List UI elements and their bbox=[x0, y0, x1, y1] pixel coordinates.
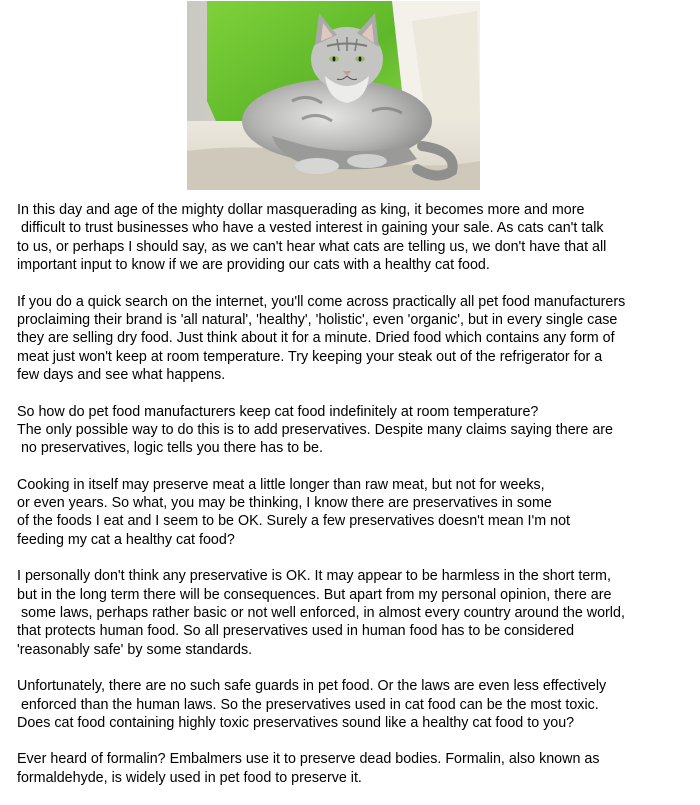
paragraph-line: Unfortunately, there are no such safe guards in pet food. Or the laws are even less effectively bbox=[17, 678, 607, 695]
paragraph-line: Ever heard of formalin? Embalmers use it to preserve dead bodies. Formalin, also known as bbox=[17, 751, 600, 768]
article-paragraph bbox=[17, 201, 700, 275]
article-paragraph bbox=[17, 293, 700, 385]
paragraph-line: feeding my cat a healthy cat food? bbox=[17, 531, 235, 548]
paragraph-line: proclaiming their brand is 'all natural', 'healthy', 'holistic', even 'organic', but in every single case bbox=[17, 311, 618, 328]
paragraph-line: The only possible way to do this is to add preservatives. Despite many claims saying there are bbox=[17, 421, 613, 438]
article-body bbox=[17, 201, 700, 805]
paragraph-line: 'reasonably safe' by some standards. bbox=[17, 641, 253, 658]
article-paragraph bbox=[17, 677, 700, 732]
paragraph-line: I personally don't think any preservative is OK. It may appear to be harmless in the short term, bbox=[17, 568, 611, 585]
article-paragraph bbox=[17, 567, 700, 659]
paragraph-line: to us, or perhaps I should say, as we can't hear what cats are telling us, we don't have that all bbox=[17, 238, 607, 255]
paragraph-line: that protects human food. So all preservatives used in human food has to be considered bbox=[17, 623, 575, 640]
paragraph-line: they are selling dry food. Just think about it for a minute. Dried food which contains any form of bbox=[17, 330, 615, 347]
paragraph-line: important input to know if we are providing our cats with a healthy cat food. bbox=[17, 257, 490, 274]
paragraph-line: Cooking in itself may preserve meat a little longer than raw meat, but not for weeks, bbox=[17, 476, 545, 493]
paragraph-line: formaldehyde, is widely used in pet food to preserve it. bbox=[17, 769, 362, 786]
paragraph-line: Does cat food containing highly toxic preservatives sound like a healthy cat food to you? bbox=[17, 714, 575, 731]
paragraph-line: some laws, perhaps rather basic or not well enforced, in almost every country around the world, bbox=[17, 605, 625, 622]
article-paragraph bbox=[17, 750, 700, 787]
paragraph-line: meat just won't keep at room temperature. Try keeping your steak out of the refrigerator for a bbox=[17, 348, 603, 365]
paragraph-line: In this day and age of the mighty dollar masquerading as king, it becomes more and more bbox=[17, 202, 585, 218]
paragraph-line: If you do a quick search on the internet, you'll come across practically all pet food manufacturers bbox=[17, 293, 626, 310]
article-paragraph bbox=[17, 403, 700, 458]
cat-photo bbox=[187, 1, 480, 190]
paragraph-line: or even years. So what, you may be thinking, I know there are preservatives in some bbox=[17, 495, 552, 512]
article-paragraph bbox=[17, 476, 700, 550]
paragraph-line: enforced than the human laws. So the preservatives used in cat food can be the most toxic. bbox=[17, 696, 599, 713]
paragraph-line: of the foods I eat and I seem to be OK. Surely a few preservatives doesn't mean I'm not bbox=[17, 513, 571, 530]
paragraph-line: few days and see what happens. bbox=[17, 367, 226, 384]
paragraph-line: but in the long term there will be consequences. But apart from my personal opinion, there are bbox=[17, 586, 612, 603]
cat-photo-icon bbox=[187, 1, 480, 190]
paragraph-line: So how do pet food manufacturers keep cat food indefinitely at room temperature? bbox=[17, 403, 539, 420]
paragraph-line: no preservatives, logic tells you there has to be. bbox=[17, 440, 323, 457]
paragraph-line: difficult to trust businesses who have a vested interest in gaining your sale. As cats can't talk bbox=[17, 220, 604, 237]
